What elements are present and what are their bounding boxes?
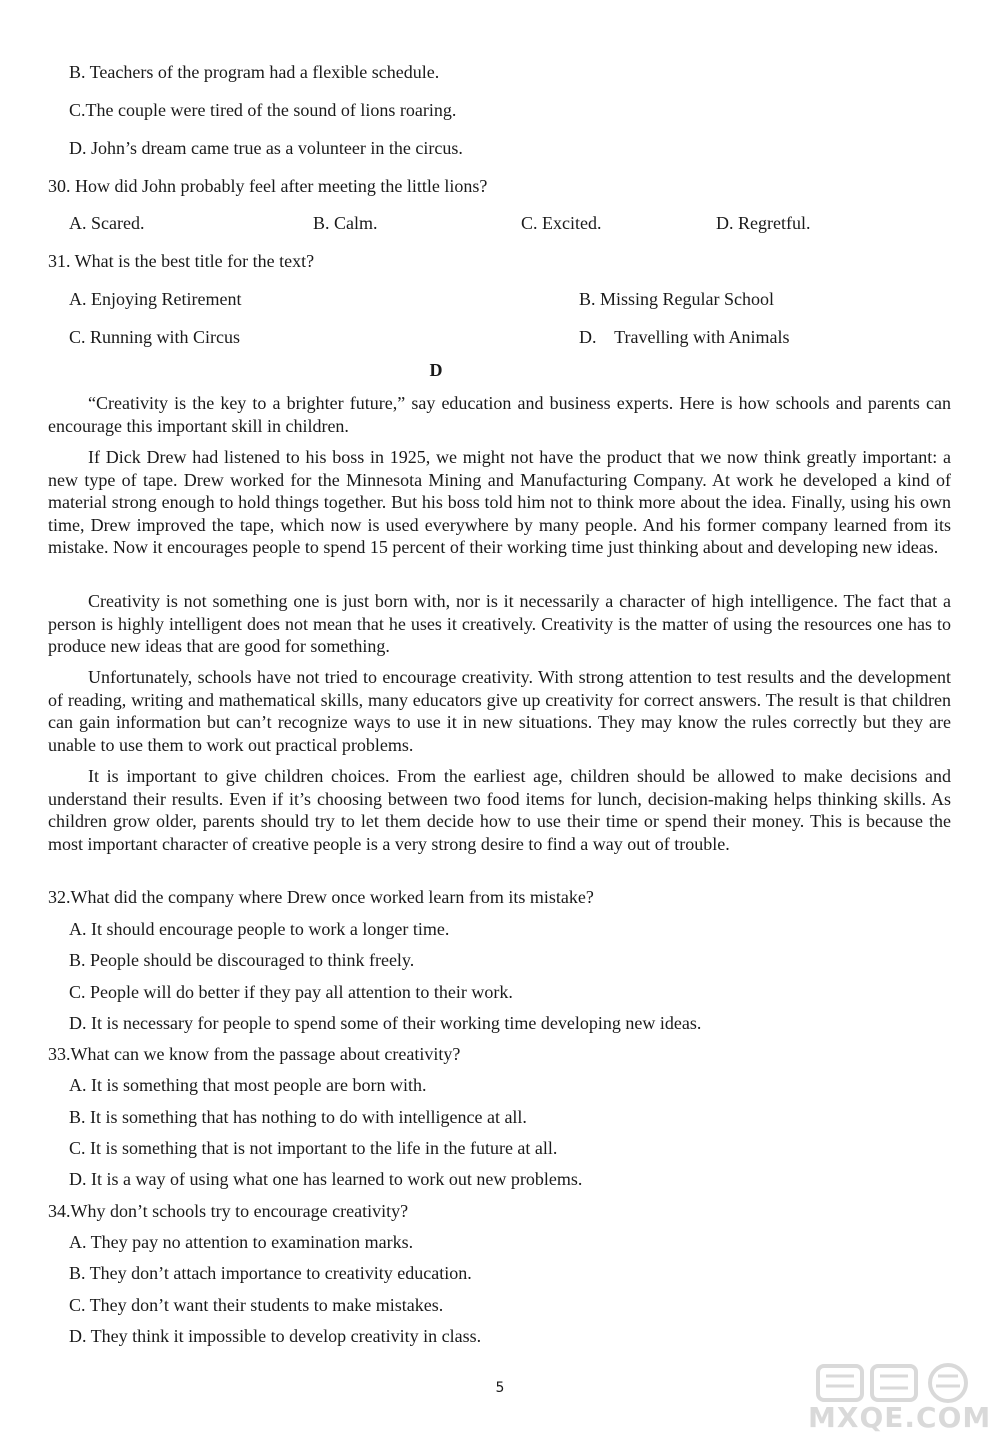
q34-option-c: C. They don’t want their students to make mistakes. <box>69 1295 444 1315</box>
q30-option-c: C. Excited. <box>521 213 602 233</box>
q34-option-a: A. They pay no attention to examination marks. <box>69 1232 414 1252</box>
watermark-logo <box>808 1362 993 1434</box>
q32-option-c: C. People will do better if they pay all attention to their work. <box>69 982 513 1002</box>
q33-question: 33.What can we know from the passage about creativity? <box>48 1044 461 1064</box>
passage-paragraph-4: Unfortunately, schools have not tried to encourage creativity. With strong attention to test results and the development of reading, writing and mathematical skills, many educators give up creativity for correct answers. The result is that children can gain information but can’t recognize ways to use it in new situations. They may know the rules correctly but they are unable to use them to work out practical problems. <box>48 667 951 755</box>
passage-paragraph-5: It is important to give children choices. From the earliest age, children should be allowed to make decisions and understand their results. Even if it’s choosing between two food items for lunch, decision-making helps thinking skills. As children grow older, parents should try to let them decide how to use their time or spend their money. This is because the most important character of creative people is a very strong desire to find a way out of trouble. <box>48 766 951 854</box>
q32-option-b: B. People should be discouraged to think freely. <box>69 950 415 970</box>
passage-paragraph-3: Creativity is not something one is just born with, nor is it necessarily a character of high intelligence. The fact that a person is highly intelligent does not mean that he uses it creatively. Creativity is the matter of using the resources one has to produce new ideas that are good for something. <box>48 591 951 657</box>
q34-option-b: B. They don’t attach importance to creativity education. <box>69 1263 472 1283</box>
q31-option-d: D. Travelling with Animals <box>579 327 790 347</box>
q32-option-a: A. It should encourage people to work a longer time. <box>69 919 450 939</box>
q33-option-c: C. It is something that is not important to the life in the future at all. <box>69 1138 558 1158</box>
q33-option-a: A. It is something that most people are born with. <box>69 1075 427 1095</box>
q32-option-d: D. It is necessary for people to spend some of their working time developing new ideas. <box>69 1013 702 1033</box>
q29-option-d: D. John’s dream came true as a volunteer in the circus. <box>69 138 463 158</box>
q31-option-b: B. Missing Regular School <box>579 289 775 309</box>
q30-question: 30. How did John probably feel after meeting the little lions? <box>48 176 488 196</box>
passage-heading: D <box>429 360 443 380</box>
passage-paragraph-1: “Creativity is the key to a brighter future,” say education and business experts. Here is how schools and parents can encourage this important skill in children. <box>48 393 951 436</box>
q29-option-c: C.The couple were tired of the sound of lions roaring. <box>69 100 457 120</box>
q30-option-d: D. Regretful. <box>716 213 811 233</box>
q30-option-b: B. Calm. <box>313 213 378 233</box>
q34-option-d: D. They think it impossible to develop creativity in class. <box>69 1326 482 1346</box>
q31-option-c: C. Running with Circus <box>69 327 241 347</box>
q30-option-a: A. Scared. <box>69 213 145 233</box>
watermark-glyphs-icon <box>808 1362 993 1404</box>
page-number: 5 <box>495 1380 505 1396</box>
q31-option-a: A. Enjoying Retirement <box>69 289 242 309</box>
q29-option-b: B. Teachers of the program had a flexible schedule. <box>69 62 440 82</box>
passage-paragraph-2: If Dick Drew had listened to his boss in 1925, we might not have the product that we now think greatly important: a new type of tape. Drew worked for the Minnesota Mining and Manufacturing Company. At work he developed a kind of material strong enough to hold things together. But his boss told him not to think more about the idea. Finally, using his own time, Drew improved the tape, which now is used everywhere by many people. And his former company learned from its mistake. Now it encourages people to spend 15 percent of their working time just thinking about and developing new ideas. <box>48 447 951 558</box>
q31-question: 31. What is the best title for the text? <box>48 251 315 271</box>
q33-option-b: B. It is something that has nothing to do with intelligence at all. <box>69 1107 527 1127</box>
q32-question: 32.What did the company where Drew once worked learn from its mistake? <box>48 887 594 907</box>
q33-option-d: D. It is a way of using what one has learned to work out new problems. <box>69 1169 583 1189</box>
q34-question: 34.Why don’t schools try to encourage creativity? <box>48 1201 409 1221</box>
watermark-text: MXQE.COM <box>808 1401 992 1434</box>
